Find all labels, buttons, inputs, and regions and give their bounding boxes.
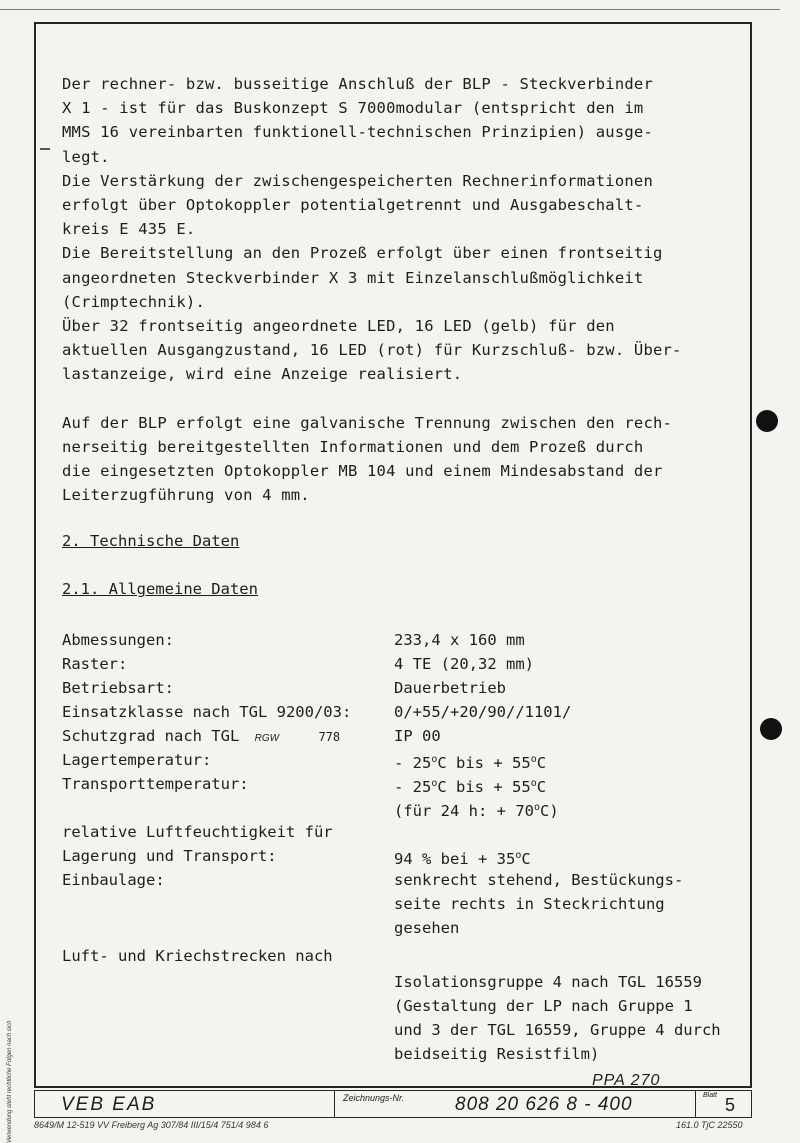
value-part: C — [536, 778, 547, 796]
value-part: (für 24 h: + 70 — [394, 802, 534, 820]
spec-value — [394, 796, 559, 823]
value-part: C bis + 55 — [437, 778, 531, 796]
handwritten-number: 778 — [318, 730, 341, 744]
spec-label-text: Schutzgrad nach TGL — [62, 727, 240, 745]
value-part: C — [521, 850, 531, 868]
body-line: (Crimptechnik). — [62, 292, 205, 311]
spec-label: Lagerung und Transport: — [62, 847, 277, 865]
value-part: - 25 — [394, 754, 432, 772]
spec-label: relative Luftfeuchtigkeit für — [62, 823, 333, 841]
spec-label: Einbaulage: — [62, 871, 165, 889]
spec-value: senkrecht stehend, Bestückungs- — [394, 871, 684, 889]
handwritten-note: RGW — [254, 733, 280, 744]
spec-value — [394, 844, 531, 871]
body-line: Über 32 frontseitig angeordnete LED, 16 LED (gelb) für den — [62, 317, 615, 336]
spec-label: Luft- und Kriechstrecken nach — [62, 947, 333, 965]
top-rule — [0, 9, 780, 10]
sheet-number: 5 — [724, 1095, 735, 1115]
margin-mark — [40, 148, 50, 150]
spec-label: Transporttemperatur: — [62, 775, 249, 793]
value-part: C — [536, 754, 547, 772]
spec-value: 233,4 x 160 mm — [394, 631, 525, 649]
body-line: Auf der BLP erfolgt eine galvanische Trennung zwischen den rech- — [62, 413, 673, 432]
spec-value — [394, 772, 546, 799]
spec-value: Dauerbetrieb — [394, 679, 506, 697]
value-part: - 25 — [394, 778, 432, 796]
value-part: 94 % bei + 35 — [394, 850, 516, 868]
degree-mark: o — [530, 778, 537, 789]
spec-label: Abmessungen: — [62, 631, 174, 649]
spec-value: IP 00 — [394, 727, 441, 745]
spec-value — [394, 748, 546, 775]
spec-label — [62, 724, 340, 751]
title-block-divider — [695, 1091, 696, 1117]
spec-label: Einsatzklasse nach TGL 9200/03: — [62, 703, 352, 721]
company-name: VEB EAB — [35, 1091, 335, 1117]
body-line: nerseitig bereitgestellten Informationen und dem Prozeß durch — [62, 437, 644, 456]
body-line: die eingesetzten Optokoppler MB 104 und einem Mindesabstand der — [62, 462, 663, 481]
title-block — [34, 1090, 752, 1118]
spec-value: (Gestaltung der LP nach Gruppe 1 — [394, 997, 693, 1015]
degree-mark: o — [515, 850, 522, 861]
spec-value: seite rechts in Steckrichtung — [394, 895, 665, 913]
body-line: aktuellen Ausgangzustand, 16 LED (rot) für Kurzschluß- bzw. Über- — [62, 341, 682, 360]
value-part: C bis + 55 — [437, 754, 531, 772]
spec-value: und 3 der TGL 16559, Gruppe 4 durch — [394, 1021, 721, 1039]
section-heading: 2. Technische Daten — [62, 532, 240, 550]
spec-value: Isolationsgruppe 4 nach TGL 16559 — [394, 973, 702, 991]
value-part: C) — [540, 802, 559, 820]
spec-value: 4 TE (20,32 mm) — [394, 655, 534, 673]
body-line: X 1 - ist für das Buskonzept S 7000modular (entspricht den im — [62, 99, 644, 118]
side-note: Verwendung steht rechtliche Folgen nach sich — [7, 1020, 13, 1143]
spec-value: 0/+55/+20/90//1101/ — [394, 703, 572, 721]
print-footer-left: 8649/M 12-519 VV Freiberg Ag 307/84 III/15/4 751/4 984 6 — [34, 1120, 269, 1130]
punch-hole-bottom — [760, 718, 782, 740]
spec-value: beidseitig Resistfilm) — [394, 1045, 600, 1063]
spec-value: gesehen — [394, 919, 460, 937]
body-line: lastanzeige, wird eine Anzeige realisiert. — [62, 365, 463, 384]
handwritten-signature: PPA 270 — [592, 1072, 661, 1089]
sheet-label: Blatt — [703, 1092, 718, 1099]
degree-mark: o — [530, 754, 537, 765]
body-line: Die Verstärkung der zwischengespeicherten Rechnerinformationen — [62, 171, 653, 190]
spec-label: Betriebsart: — [62, 679, 174, 697]
body-line: Die Bereitstellung an den Prozeß erfolgt über einen frontseitig — [62, 244, 663, 263]
spec-label: Lagertemperatur: — [62, 751, 212, 769]
body-line: MMS 16 vereinbarten funktionell-technischen Prinzipien) ausge- — [62, 123, 653, 142]
spec-label: Raster: — [62, 655, 128, 673]
body-line: Der rechner- bzw. busseitige Anschluß der BLP - Steckverbinder — [62, 75, 653, 93]
body-line: legt. — [62, 147, 110, 166]
drawing-number-label: Zeichnungs-Nr. — [343, 1093, 405, 1103]
degree-mark: o — [533, 802, 541, 813]
drawing-number: 808 20 626 8 - 400 — [455, 1094, 633, 1115]
punch-hole-top — [756, 410, 778, 432]
degree-mark: o — [431, 754, 438, 765]
body-line: erfolgt über Optokoppler potentialgetrennt und Ausgabeschalt- — [62, 196, 644, 215]
body-line: kreis E 435 E. — [62, 220, 196, 239]
print-footer-right: 161.0 TjC 22550 — [676, 1120, 743, 1130]
subsection-heading: 2.1. Allgemeine Daten — [62, 580, 258, 598]
degree-mark: o — [431, 778, 438, 789]
body-paragraphs — [62, 72, 702, 507]
body-line: Leiterzugführung von 4 mm. — [62, 486, 310, 505]
body-line: angeordneten Steckverbinder X 3 mit Einzelanschlußmöglichkeit — [62, 268, 644, 287]
